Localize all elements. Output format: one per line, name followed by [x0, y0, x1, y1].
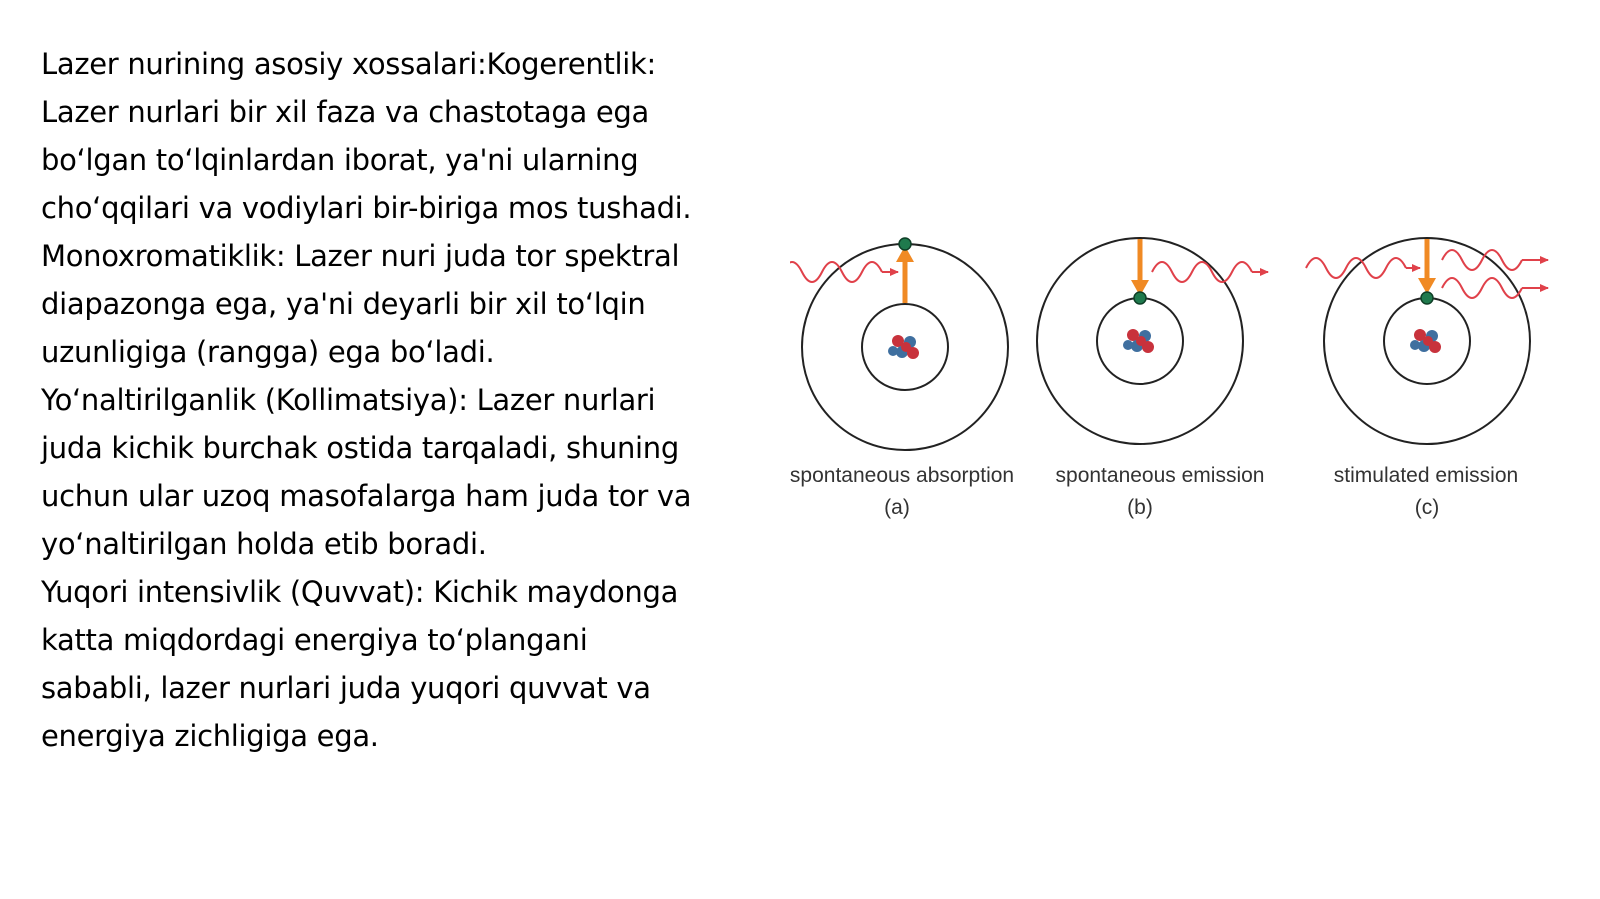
nucleus-icon [1410, 329, 1441, 353]
electron [899, 238, 911, 250]
text-line: katta miqdordagi energiya toʻplangani [41, 623, 588, 657]
text-line: diapazonga ega, ya'ni deyarli bir xil toʻlqin [41, 287, 646, 321]
panel-a [790, 238, 1014, 519]
slide-body-text [41, 40, 786, 760]
electron [1421, 292, 1433, 304]
caption-b-letter: (b) [1127, 496, 1153, 519]
text-line: juda kichik burchak ostida tarqaladi, shuning [41, 431, 679, 465]
text-line: Lazer nurlari bir xil faza va chastotaga ega [41, 95, 649, 129]
photon-wave-in [790, 262, 882, 282]
text-line: boʻlgan toʻlqinlardan iborat, ya'ni ularning [41, 143, 639, 177]
panel-b [1037, 238, 1268, 519]
text-line: energiya zichligiga ega. [41, 719, 379, 753]
caption-c-letter: (c) [1414, 496, 1440, 519]
nucleus-icon [888, 335, 919, 359]
text-line: Monoxromatiklik: Lazer nuri juda tor spektral [41, 239, 680, 273]
caption-b: spontaneous emission [1055, 464, 1265, 487]
text-line: choʻqqilari va vodiylari bir-biriga mos tushadi. [41, 191, 692, 225]
nucleus-icon [1123, 329, 1154, 353]
text-line: sababli, lazer nurlari juda yuqori quvvat va [41, 671, 651, 705]
photon-wave-in [1306, 258, 1406, 278]
text-line: uchun ular uzoq masofalarga ham juda tor va [41, 479, 692, 513]
laser-emission-diagram [790, 220, 1590, 550]
emission-diagram-svg [790, 220, 1590, 550]
text-line: Lazer nurining asosiy xossalari:Kogerentlik: [41, 47, 656, 81]
electron [1134, 292, 1146, 304]
text-line: yoʻnaltirilgan holda etib boradi. [41, 527, 487, 561]
caption-a: spontaneous absorption [790, 464, 1015, 487]
caption-a-letter: (a) [884, 496, 910, 519]
photon-wave-out [1152, 262, 1252, 282]
text-line: Yuqori intensivlik (Quvvat): Kichik maydonga [41, 575, 679, 609]
panel-c [1306, 238, 1548, 519]
text-line: Yoʻnaltirilganlik (Kollimatsiya): Lazer nurlari [41, 383, 656, 417]
caption-c: stimulated emission [1333, 464, 1519, 487]
text-line: uzunligiga (rangga) ega boʻladi. [41, 335, 495, 369]
